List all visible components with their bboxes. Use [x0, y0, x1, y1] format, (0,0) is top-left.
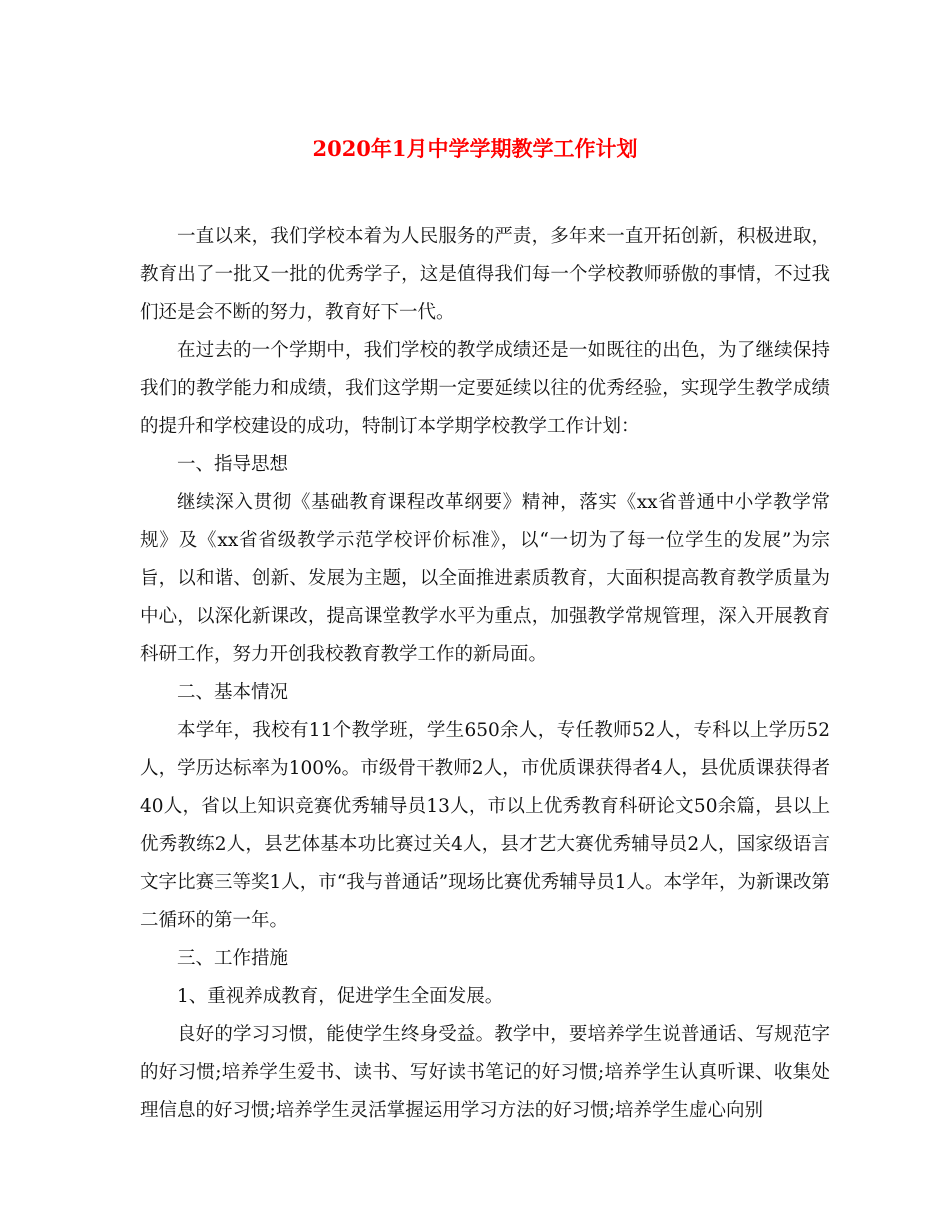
document-title: 2020年1月中学学期教学工作计划 — [312, 136, 638, 161]
paragraph-background: 在过去的一个学期中，我们学校的教学成绩还是一如既往的出色，为了继续保持我们的教学能力和成绩，我们这学期一定要延续以往的优秀经验，实现学生教学成绩的提升和学校建设的成功，特制订本学期学校教学工作计划： — [140, 340, 830, 437]
heading-guiding-thought: 一、指导思想 — [177, 454, 289, 475]
subheading-measure-1: 1、重视养成教育，促进学生全面发展。 — [177, 986, 504, 1007]
document-body — [140, 218, 830, 1130]
paragraph-guiding-thought: 继续深入贯彻《基础教育课程改革纲要》精神，落实《xx省普通中小学教学常规》及《xx省省级教学示范学校评价标准》，以“一切为了每一位学生的发展”为宗旨，以和谐、创新、发展为主题，以全面推进素质教育，大面积提高教育教学质量为中心，以深化新课改，提高课堂教学水平为重点，加强教学常规管理，深入开展教育科研工作，努力开创我校教育教学工作的新局面。 — [140, 492, 830, 665]
paragraph-basic-situation: 本学年，我校有11个教学班，学生650余人，专任教师52人，专科以上学历52人，学历达标率为100%。市级骨干教师2人，市优质课获得者4人，县优质课获得者40人，省以上知识竞赛优秀辅导员13人，市以上优秀教育科研论文50余篇，县以上优秀教练2人，县艺体基本功比赛过关4人，县才艺大赛优秀辅导员2人，国家级语言文字比赛三等奖1人，市“我与普通话”现场比赛优秀辅导员1人。本学年，为新课改第二循环的第一年。 — [140, 720, 830, 931]
heading-work-measures: 三、工作措施 — [177, 948, 289, 969]
paragraph-measure-1: 良好的学习习惯，能使学生终身受益。教学中，要培养学生说普通话、写规范字的好习惯;培养学生爱书、读书、写好读书笔记的好习惯;培养学生认真听课、收集处理信息的好习惯;培养学生灵活掌握运用学习方法的好习惯;培养学生虚心向别 — [140, 1024, 830, 1121]
heading-basic-situation: 二、基本情况 — [177, 682, 289, 703]
paragraph-intro: 一直以来，我们学校本着为人民服务的严责，多年来一直开拓创新，积极进取，教育出了一批又一批的优秀学子，这是值得我们每一个学校教师骄傲的事情，不过我们还是会不断的努力，教育好下一代。 — [140, 226, 830, 323]
